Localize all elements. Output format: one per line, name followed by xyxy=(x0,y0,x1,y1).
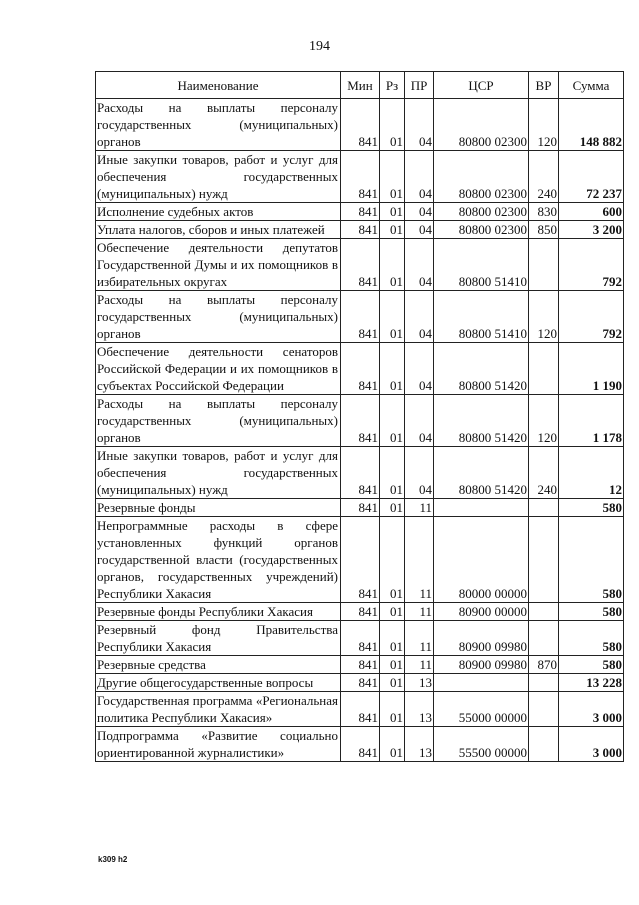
cell-min: 841 xyxy=(341,151,380,203)
cell-rz: 01 xyxy=(380,517,405,603)
table-header-row xyxy=(96,72,624,99)
cell-name: Расходы на выплаты персоналу государственных (муниципальных) органов xyxy=(96,291,341,343)
cell-name: Резервные фонды Республики Хакасия xyxy=(96,603,341,621)
cell-pr: 11 xyxy=(405,517,434,603)
cell-rz: 01 xyxy=(380,727,405,762)
table-row xyxy=(96,692,624,727)
cell-csr: 80800 02300 xyxy=(434,99,529,151)
cell-name: Непрограммные расходы в сфере установленных функций органов государственной власти (государственных органов, государственных учреждений) Республики Хакасия xyxy=(96,517,341,603)
header-csr: ЦСР xyxy=(434,72,529,99)
cell-name: Резервные средства xyxy=(96,656,341,674)
cell-pr: 04 xyxy=(405,221,434,239)
cell-sum: 580 xyxy=(559,621,624,656)
cell-csr: 80800 02300 xyxy=(434,203,529,221)
cell-min: 841 xyxy=(341,221,380,239)
cell-vr xyxy=(529,727,559,762)
cell-sum: 12 xyxy=(559,447,624,499)
cell-name: Резервные фонды xyxy=(96,499,341,517)
header-name: Наименование xyxy=(96,72,341,99)
cell-csr: 80900 00000 xyxy=(434,603,529,621)
cell-sum: 3 000 xyxy=(559,692,624,727)
cell-pr: 04 xyxy=(405,203,434,221)
table-row xyxy=(96,674,624,692)
cell-pr: 04 xyxy=(405,447,434,499)
cell-name: Обеспечение деятельности депутатов Государственной Думы и их помощников в избирательных округах xyxy=(96,239,341,291)
cell-csr: 80800 51420 xyxy=(434,395,529,447)
cell-pr: 13 xyxy=(405,727,434,762)
cell-pr: 04 xyxy=(405,291,434,343)
header-rz: Рз xyxy=(380,72,405,99)
cell-sum: 580 xyxy=(559,499,624,517)
cell-name: Обеспечение деятельности сенаторов Российской Федерации и их помощников в субъектах Российской Федерации xyxy=(96,343,341,395)
cell-vr: 240 xyxy=(529,447,559,499)
table-row xyxy=(96,343,624,395)
cell-csr: 80800 51410 xyxy=(434,239,529,291)
cell-min: 841 xyxy=(341,517,380,603)
cell-min: 841 xyxy=(341,621,380,656)
table-row xyxy=(96,221,624,239)
cell-vr xyxy=(529,499,559,517)
cell-csr: 80000 00000 xyxy=(434,517,529,603)
cell-rz: 01 xyxy=(380,656,405,674)
cell-rz: 01 xyxy=(380,291,405,343)
cell-pr: 11 xyxy=(405,499,434,517)
cell-vr xyxy=(529,603,559,621)
cell-csr: 80900 09980 xyxy=(434,656,529,674)
cell-name: Иные закупки товаров, работ и услуг для обеспечения государственных (муниципальных) нужд xyxy=(96,447,341,499)
cell-vr xyxy=(529,343,559,395)
cell-rz: 01 xyxy=(380,674,405,692)
table-row xyxy=(96,727,624,762)
cell-name: Исполнение судебных актов xyxy=(96,203,341,221)
cell-pr: 11 xyxy=(405,603,434,621)
cell-sum: 1 178 xyxy=(559,395,624,447)
cell-csr: 80900 09980 xyxy=(434,621,529,656)
cell-sum: 1 190 xyxy=(559,343,624,395)
cell-min: 841 xyxy=(341,99,380,151)
cell-sum: 580 xyxy=(559,517,624,603)
cell-sum: 3 000 xyxy=(559,727,624,762)
cell-vr: 120 xyxy=(529,99,559,151)
cell-min: 841 xyxy=(341,603,380,621)
cell-csr: 80800 02300 xyxy=(434,151,529,203)
cell-csr xyxy=(434,499,529,517)
table-row xyxy=(96,291,624,343)
cell-rz: 01 xyxy=(380,395,405,447)
header-pr: ПР xyxy=(405,72,434,99)
cell-csr: 80800 51420 xyxy=(434,447,529,499)
cell-pr: 04 xyxy=(405,99,434,151)
cell-vr: 240 xyxy=(529,151,559,203)
cell-pr: 13 xyxy=(405,692,434,727)
cell-csr: 80800 02300 xyxy=(434,221,529,239)
cell-vr: 120 xyxy=(529,395,559,447)
cell-rz: 01 xyxy=(380,499,405,517)
header-vr: ВР xyxy=(529,72,559,99)
cell-sum: 3 200 xyxy=(559,221,624,239)
cell-name: Подпрограмма «Развитие социально ориентированной журналистики» xyxy=(96,727,341,762)
cell-sum: 792 xyxy=(559,239,624,291)
table-row xyxy=(96,656,624,674)
cell-vr xyxy=(529,621,559,656)
table-row xyxy=(96,517,624,603)
cell-min: 841 xyxy=(341,395,380,447)
cell-rz: 01 xyxy=(380,151,405,203)
table-body xyxy=(96,99,624,762)
cell-min: 841 xyxy=(341,343,380,395)
table-row xyxy=(96,99,624,151)
cell-pr: 11 xyxy=(405,656,434,674)
cell-vr xyxy=(529,517,559,603)
cell-rz: 01 xyxy=(380,99,405,151)
table-row xyxy=(96,447,624,499)
cell-sum: 13 228 xyxy=(559,674,624,692)
cell-pr: 04 xyxy=(405,343,434,395)
cell-rz: 01 xyxy=(380,203,405,221)
cell-name: Государственная программа «Региональная политика Республики Хакасия» xyxy=(96,692,341,727)
cell-min: 841 xyxy=(341,656,380,674)
cell-rz: 01 xyxy=(380,621,405,656)
cell-sum: 600 xyxy=(559,203,624,221)
cell-min: 841 xyxy=(341,674,380,692)
cell-min: 841 xyxy=(341,692,380,727)
cell-rz: 01 xyxy=(380,221,405,239)
table-row xyxy=(96,603,624,621)
table-row xyxy=(96,395,624,447)
cell-name: Резервный фонд Правительства Республики Хакасия xyxy=(96,621,341,656)
cell-csr: 55000 00000 xyxy=(434,692,529,727)
cell-rz: 01 xyxy=(380,603,405,621)
cell-vr xyxy=(529,692,559,727)
cell-pr: 04 xyxy=(405,151,434,203)
table-row xyxy=(96,621,624,656)
cell-sum: 72 237 xyxy=(559,151,624,203)
cell-csr xyxy=(434,674,529,692)
cell-csr: 80800 51410 xyxy=(434,291,529,343)
cell-name: Иные закупки товаров, работ и услуг для обеспечения государственных (муниципальных) нужд xyxy=(96,151,341,203)
cell-rz: 01 xyxy=(380,343,405,395)
cell-name: Расходы на выплаты персоналу государственных (муниципальных) органов xyxy=(96,99,341,151)
table-row xyxy=(96,499,624,517)
cell-sum: 148 882 xyxy=(559,99,624,151)
cell-rz: 01 xyxy=(380,239,405,291)
cell-pr: 04 xyxy=(405,239,434,291)
cell-name: Другие общегосударственные вопросы xyxy=(96,674,341,692)
footer-code: k309 h2 xyxy=(98,855,128,864)
cell-min: 841 xyxy=(341,727,380,762)
cell-sum: 580 xyxy=(559,656,624,674)
cell-vr xyxy=(529,674,559,692)
cell-vr xyxy=(529,239,559,291)
cell-sum: 792 xyxy=(559,291,624,343)
cell-name: Уплата налогов, сборов и иных платежей xyxy=(96,221,341,239)
cell-vr: 830 xyxy=(529,203,559,221)
cell-pr: 13 xyxy=(405,674,434,692)
cell-min: 841 xyxy=(341,291,380,343)
cell-min: 841 xyxy=(341,447,380,499)
cell-rz: 01 xyxy=(380,692,405,727)
header-sum: Сумма xyxy=(559,72,624,99)
header-min: Мин xyxy=(341,72,380,99)
cell-min: 841 xyxy=(341,499,380,517)
cell-pr: 04 xyxy=(405,395,434,447)
cell-name: Расходы на выплаты персоналу государственных (муниципальных) органов xyxy=(96,395,341,447)
budget-table xyxy=(95,71,624,762)
cell-sum: 580 xyxy=(559,603,624,621)
page-number: 194 xyxy=(309,39,330,54)
cell-vr: 120 xyxy=(529,291,559,343)
cell-min: 841 xyxy=(341,239,380,291)
cell-rz: 01 xyxy=(380,447,405,499)
table-row xyxy=(96,239,624,291)
table-row xyxy=(96,203,624,221)
cell-csr: 80800 51420 xyxy=(434,343,529,395)
cell-csr: 55500 00000 xyxy=(434,727,529,762)
table-row xyxy=(96,151,624,203)
cell-vr: 850 xyxy=(529,221,559,239)
cell-pr: 11 xyxy=(405,621,434,656)
cell-min: 841 xyxy=(341,203,380,221)
cell-vr: 870 xyxy=(529,656,559,674)
